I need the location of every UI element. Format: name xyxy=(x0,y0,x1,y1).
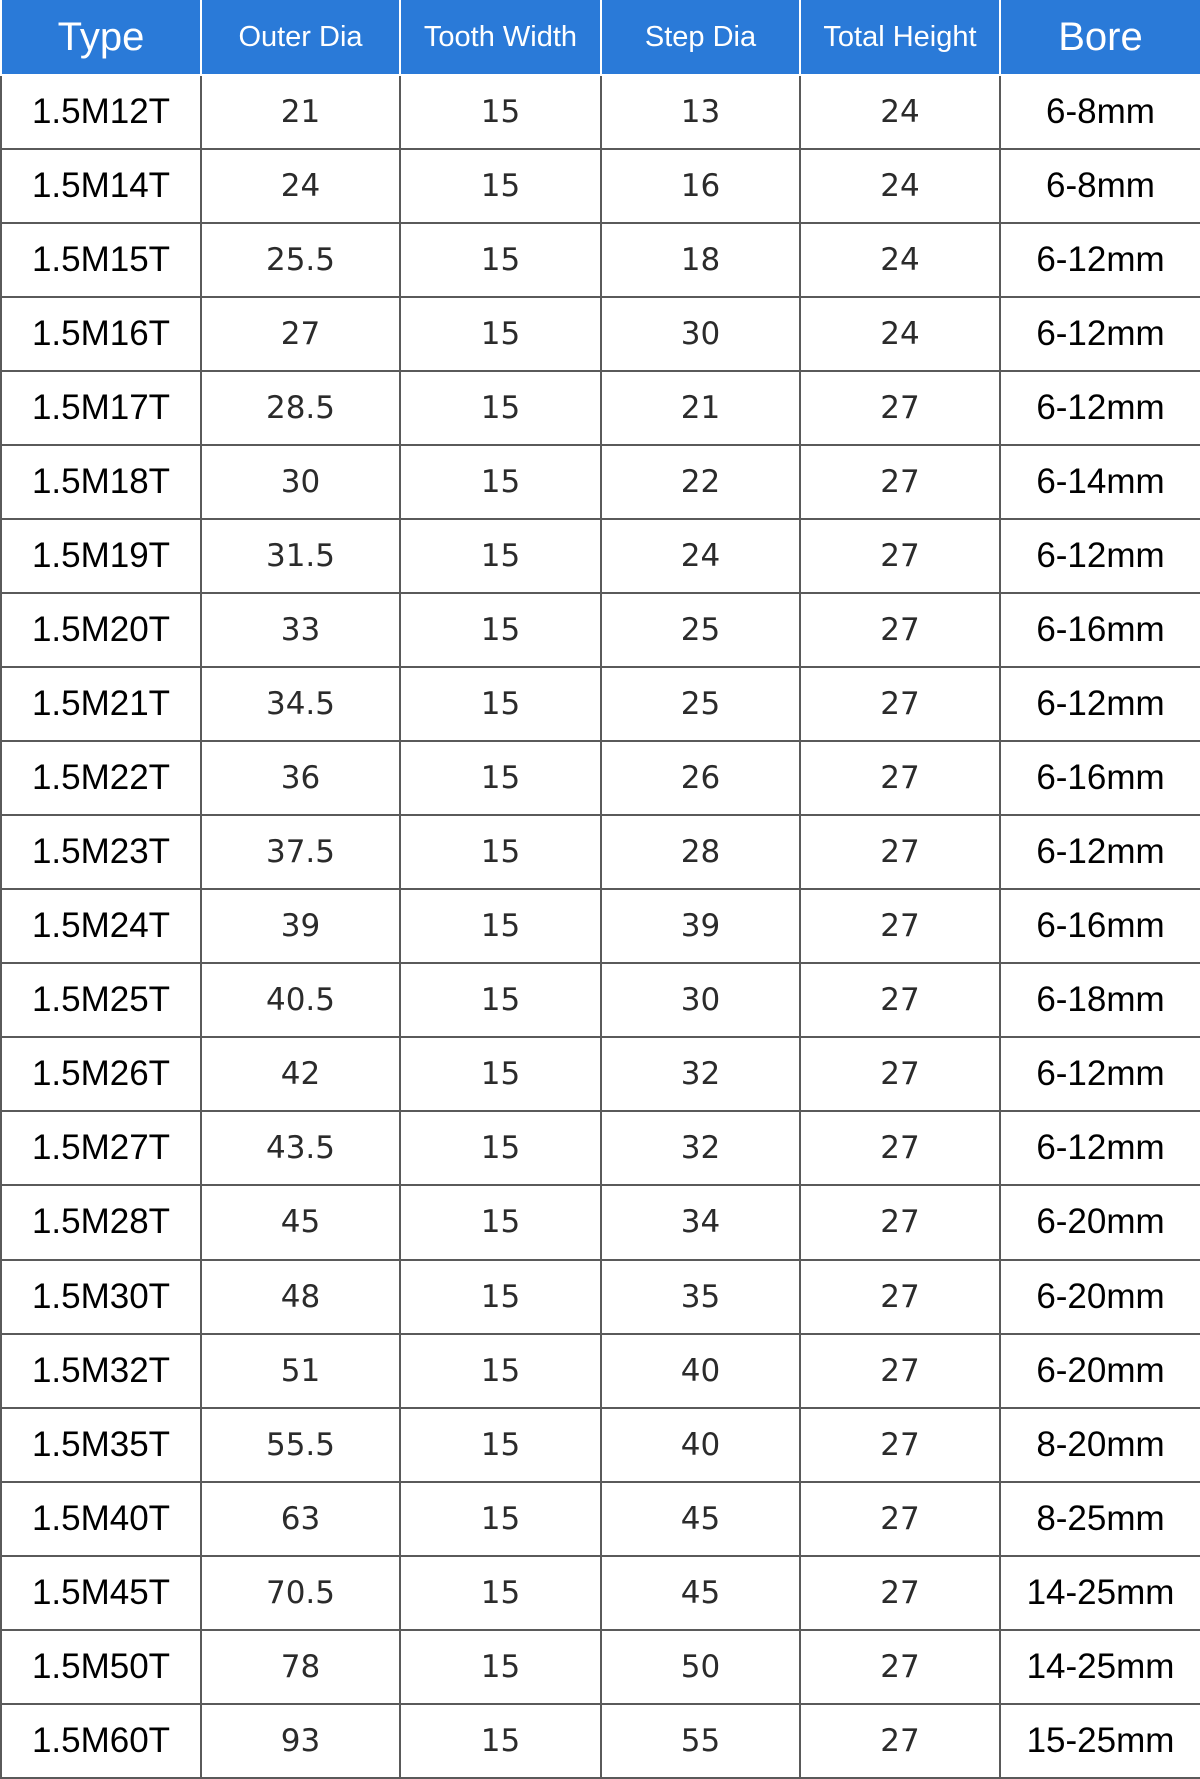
table-row xyxy=(1,223,1200,297)
cell-total-height: 27 xyxy=(800,519,1000,593)
cell-step-dia: 40 xyxy=(601,1334,800,1408)
cell-outer-dia: 51 xyxy=(201,1334,400,1408)
cell-bore: 6-12mm xyxy=(1000,371,1200,445)
column-header-tooth-width: Tooth Width xyxy=(400,0,601,75)
cell-step-dia: 55 xyxy=(601,1704,800,1778)
cell-step-dia: 26 xyxy=(601,741,800,815)
cell-tooth-width: 15 xyxy=(400,1260,601,1334)
cell-type: 1.5M26T xyxy=(1,1037,201,1111)
cell-type: 1.5M19T xyxy=(1,519,201,593)
cell-type: 1.5M28T xyxy=(1,1185,201,1259)
cell-step-dia: 18 xyxy=(601,223,800,297)
cell-tooth-width: 15 xyxy=(400,1704,601,1778)
cell-outer-dia: 40.5 xyxy=(201,963,400,1037)
cell-outer-dia: 63 xyxy=(201,1482,400,1556)
cell-total-height: 27 xyxy=(800,445,1000,519)
cell-step-dia: 45 xyxy=(601,1482,800,1556)
cell-bore: 8-20mm xyxy=(1000,1408,1200,1482)
cell-total-height: 24 xyxy=(800,75,1000,149)
column-header-step-dia: Step Dia xyxy=(601,0,800,75)
cell-bore: 6-18mm xyxy=(1000,963,1200,1037)
cell-total-height: 27 xyxy=(800,1111,1000,1185)
cell-total-height: 27 xyxy=(800,1630,1000,1704)
table-row xyxy=(1,963,1200,1037)
column-header-type: Type xyxy=(1,0,201,75)
table-row xyxy=(1,1111,1200,1185)
cell-outer-dia: 55.5 xyxy=(201,1408,400,1482)
cell-step-dia: 30 xyxy=(601,963,800,1037)
cell-tooth-width: 15 xyxy=(400,815,601,889)
cell-bore: 6-12mm xyxy=(1000,667,1200,741)
cell-outer-dia: 36 xyxy=(201,741,400,815)
cell-total-height: 27 xyxy=(800,815,1000,889)
cell-tooth-width: 15 xyxy=(400,1185,601,1259)
cell-step-dia: 28 xyxy=(601,815,800,889)
cell-outer-dia: 39 xyxy=(201,889,400,963)
cell-outer-dia: 33 xyxy=(201,593,400,667)
cell-tooth-width: 15 xyxy=(400,1482,601,1556)
cell-outer-dia: 37.5 xyxy=(201,815,400,889)
cell-tooth-width: 15 xyxy=(400,1111,601,1185)
cell-total-height: 27 xyxy=(800,593,1000,667)
table-row xyxy=(1,445,1200,519)
cell-type: 1.5M60T xyxy=(1,1704,201,1778)
cell-type: 1.5M24T xyxy=(1,889,201,963)
cell-total-height: 27 xyxy=(800,1185,1000,1259)
table-row xyxy=(1,75,1200,149)
cell-total-height: 27 xyxy=(800,371,1000,445)
cell-outer-dia: 28.5 xyxy=(201,371,400,445)
cell-total-height: 27 xyxy=(800,1408,1000,1482)
cell-bore: 6-20mm xyxy=(1000,1334,1200,1408)
table-row xyxy=(1,1334,1200,1408)
cell-step-dia: 39 xyxy=(601,889,800,963)
cell-total-height: 24 xyxy=(800,297,1000,371)
cell-tooth-width: 15 xyxy=(400,297,601,371)
cell-tooth-width: 15 xyxy=(400,593,601,667)
cell-step-dia: 22 xyxy=(601,445,800,519)
cell-tooth-width: 15 xyxy=(400,1037,601,1111)
column-header-bore: Bore xyxy=(1000,0,1200,75)
table-row xyxy=(1,297,1200,371)
cell-type: 1.5M35T xyxy=(1,1408,201,1482)
cell-bore: 6-20mm xyxy=(1000,1260,1200,1334)
cell-total-height: 27 xyxy=(800,1482,1000,1556)
cell-bore: 15-25mm xyxy=(1000,1704,1200,1778)
cell-outer-dia: 27 xyxy=(201,297,400,371)
cell-outer-dia: 78 xyxy=(201,1630,400,1704)
table-row xyxy=(1,1185,1200,1259)
cell-tooth-width: 15 xyxy=(400,963,601,1037)
cell-outer-dia: 43.5 xyxy=(201,1111,400,1185)
table-row xyxy=(1,1260,1200,1334)
cell-bore: 6-8mm xyxy=(1000,149,1200,223)
cell-type: 1.5M27T xyxy=(1,1111,201,1185)
cell-step-dia: 35 xyxy=(601,1260,800,1334)
cell-step-dia: 40 xyxy=(601,1408,800,1482)
cell-type: 1.5M15T xyxy=(1,223,201,297)
cell-total-height: 27 xyxy=(800,889,1000,963)
cell-total-height: 27 xyxy=(800,1037,1000,1111)
cell-total-height: 27 xyxy=(800,1334,1000,1408)
table-row xyxy=(1,371,1200,445)
table-row xyxy=(1,815,1200,889)
table-row xyxy=(1,519,1200,593)
cell-step-dia: 25 xyxy=(601,593,800,667)
cell-tooth-width: 15 xyxy=(400,445,601,519)
cell-total-height: 24 xyxy=(800,149,1000,223)
cell-tooth-width: 15 xyxy=(400,1334,601,1408)
cell-step-dia: 21 xyxy=(601,371,800,445)
cell-step-dia: 25 xyxy=(601,667,800,741)
cell-type: 1.5M16T xyxy=(1,297,201,371)
table-row xyxy=(1,741,1200,815)
cell-total-height: 27 xyxy=(800,1556,1000,1630)
cell-outer-dia: 93 xyxy=(201,1704,400,1778)
column-header-outer-dia: Outer Dia xyxy=(201,0,400,75)
cell-tooth-width: 15 xyxy=(400,1630,601,1704)
table-row xyxy=(1,889,1200,963)
cell-tooth-width: 15 xyxy=(400,1556,601,1630)
cell-step-dia: 16 xyxy=(601,149,800,223)
cell-total-height: 24 xyxy=(800,223,1000,297)
cell-type: 1.5M25T xyxy=(1,963,201,1037)
table-row xyxy=(1,1482,1200,1556)
table-row xyxy=(1,1408,1200,1482)
table-row xyxy=(1,593,1200,667)
cell-bore: 6-16mm xyxy=(1000,889,1200,963)
cell-outer-dia: 42 xyxy=(201,1037,400,1111)
cell-type: 1.5M30T xyxy=(1,1260,201,1334)
cell-bore: 6-16mm xyxy=(1000,741,1200,815)
cell-tooth-width: 15 xyxy=(400,889,601,963)
cell-type: 1.5M22T xyxy=(1,741,201,815)
cell-total-height: 27 xyxy=(800,741,1000,815)
cell-tooth-width: 15 xyxy=(400,519,601,593)
cell-step-dia: 32 xyxy=(601,1111,800,1185)
cell-bore: 6-20mm xyxy=(1000,1185,1200,1259)
cell-type: 1.5M32T xyxy=(1,1334,201,1408)
table-row xyxy=(1,1037,1200,1111)
cell-total-height: 27 xyxy=(800,1260,1000,1334)
cell-tooth-width: 15 xyxy=(400,149,601,223)
cell-type: 1.5M17T xyxy=(1,371,201,445)
cell-outer-dia: 21 xyxy=(201,75,400,149)
table-row xyxy=(1,1556,1200,1630)
cell-bore: 6-12mm xyxy=(1000,223,1200,297)
cell-outer-dia: 48 xyxy=(201,1260,400,1334)
cell-outer-dia: 70.5 xyxy=(201,1556,400,1630)
cell-outer-dia: 24 xyxy=(201,149,400,223)
cell-total-height: 27 xyxy=(800,963,1000,1037)
table-row xyxy=(1,667,1200,741)
cell-step-dia: 34 xyxy=(601,1185,800,1259)
cell-step-dia: 32 xyxy=(601,1037,800,1111)
cell-type: 1.5M21T xyxy=(1,667,201,741)
cell-type: 1.5M14T xyxy=(1,149,201,223)
cell-bore: 6-12mm xyxy=(1000,1037,1200,1111)
cell-step-dia: 50 xyxy=(601,1630,800,1704)
cell-type: 1.5M50T xyxy=(1,1630,201,1704)
table-row xyxy=(1,149,1200,223)
cell-outer-dia: 31.5 xyxy=(201,519,400,593)
cell-bore: 14-25mm xyxy=(1000,1556,1200,1630)
cell-tooth-width: 15 xyxy=(400,741,601,815)
cell-bore: 6-12mm xyxy=(1000,815,1200,889)
cell-bore: 6-16mm xyxy=(1000,593,1200,667)
cell-bore: 14-25mm xyxy=(1000,1630,1200,1704)
cell-type: 1.5M23T xyxy=(1,815,201,889)
cell-outer-dia: 30 xyxy=(201,445,400,519)
cell-type: 1.5M45T xyxy=(1,1556,201,1630)
table-header xyxy=(1,0,1200,75)
cell-total-height: 27 xyxy=(800,667,1000,741)
cell-step-dia: 24 xyxy=(601,519,800,593)
cell-step-dia: 45 xyxy=(601,1556,800,1630)
cell-outer-dia: 25.5 xyxy=(201,223,400,297)
table-row xyxy=(1,1630,1200,1704)
cell-outer-dia: 34.5 xyxy=(201,667,400,741)
cell-total-height: 27 xyxy=(800,1704,1000,1778)
column-header-total-height: Total Height xyxy=(800,0,1000,75)
cell-outer-dia: 45 xyxy=(201,1185,400,1259)
cell-bore: 6-14mm xyxy=(1000,445,1200,519)
cell-bore: 8-25mm xyxy=(1000,1482,1200,1556)
cell-type: 1.5M18T xyxy=(1,445,201,519)
cell-step-dia: 30 xyxy=(601,297,800,371)
cell-type: 1.5M12T xyxy=(1,75,201,149)
cell-tooth-width: 15 xyxy=(400,371,601,445)
cell-bore: 6-12mm xyxy=(1000,519,1200,593)
cell-tooth-width: 15 xyxy=(400,223,601,297)
table-body xyxy=(1,75,1200,1778)
cell-bore: 6-8mm xyxy=(1000,75,1200,149)
cell-type: 1.5M20T xyxy=(1,593,201,667)
cell-tooth-width: 15 xyxy=(400,75,601,149)
cell-tooth-width: 15 xyxy=(400,1408,601,1482)
cell-bore: 6-12mm xyxy=(1000,297,1200,371)
cell-type: 1.5M40T xyxy=(1,1482,201,1556)
table-row xyxy=(1,1704,1200,1778)
cell-step-dia: 13 xyxy=(601,75,800,149)
cell-bore: 6-12mm xyxy=(1000,1111,1200,1185)
cell-tooth-width: 15 xyxy=(400,667,601,741)
header-row xyxy=(1,0,1200,75)
